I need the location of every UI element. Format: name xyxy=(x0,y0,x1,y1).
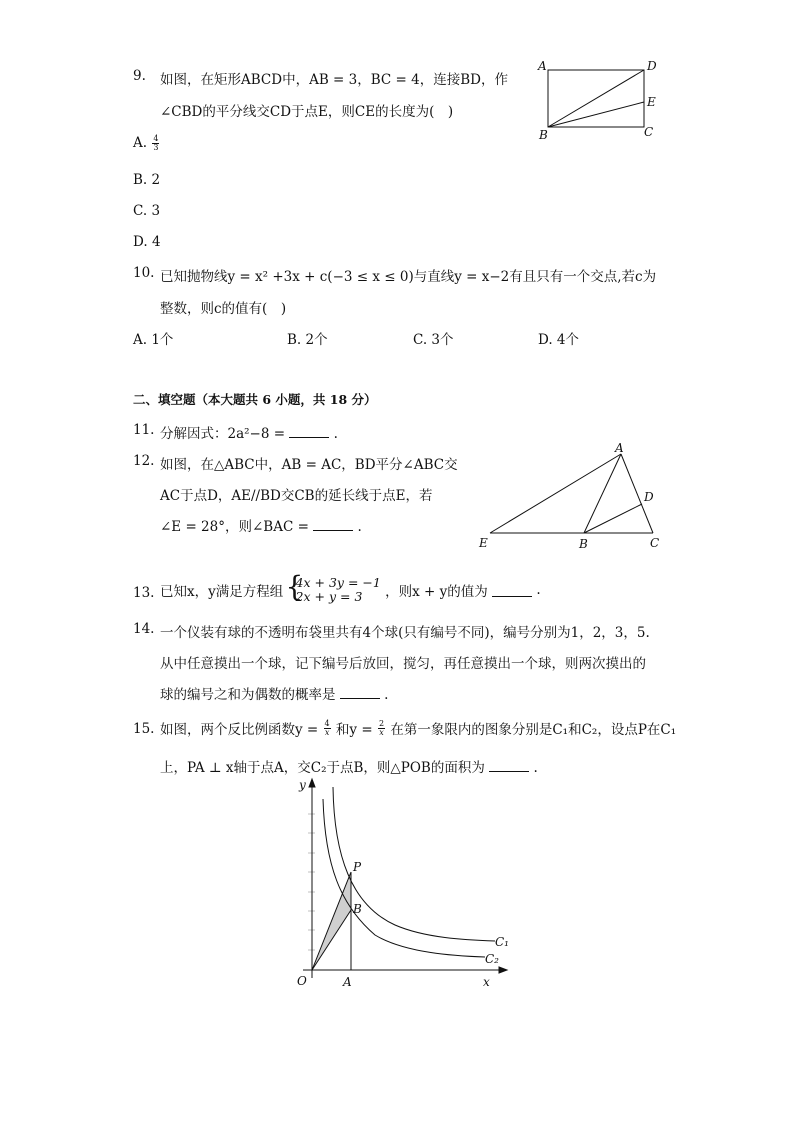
q12-line2: AC于点D，AE//BD交CB的延长线于点E，若 xyxy=(160,488,433,504)
q13-end: . xyxy=(536,582,541,598)
q9-label-c: C xyxy=(644,125,654,139)
q14-line3-prefix: 球的编号之和为偶数的概率是 xyxy=(160,687,336,703)
q15-x-axis-arrow xyxy=(499,967,507,973)
q9-option-a-letter: A. xyxy=(133,135,148,151)
q9-option-c-text: 3 xyxy=(151,203,161,219)
q12-label-a: A xyxy=(615,441,624,455)
q11-suffix: . xyxy=(333,426,338,442)
q15-label-y: y xyxy=(299,778,306,792)
q13-eq1: { 4x + 3y = −1 xyxy=(295,575,381,590)
q13-suffix: ，则x + y的值为 xyxy=(385,584,488,600)
q13-number: 13. xyxy=(133,585,155,601)
q9-label-b: B xyxy=(539,128,548,142)
q15-label-b: B xyxy=(353,902,362,916)
q15-label-p: P xyxy=(353,860,362,874)
q12-label-d: D xyxy=(644,490,654,504)
q15-label-c2: C₂ xyxy=(485,952,499,966)
q9-option-a-den: 3 xyxy=(153,143,159,152)
q15-line2-suffix: . xyxy=(533,760,538,776)
q12-label-c: C xyxy=(650,536,660,550)
q12-line1: 如图，在△ABC中，AB = AC，BD平分∠ABC交 xyxy=(160,457,458,473)
q12-line-bd xyxy=(584,504,642,533)
section2-heading: 二、填空题（本大题共 6 小题，共 18 分） xyxy=(133,392,377,407)
q12-label-b: B xyxy=(579,537,588,551)
q10-line1: 已知抛物线y = x² +3x + c(−3 ≤ x ≤ 0)与直线y = x−2有且只有一个交点,若c为 xyxy=(160,269,657,285)
q11-text xyxy=(160,422,338,442)
q12-line3-suffix: . xyxy=(357,519,362,535)
q10-option-c: C. 3个 xyxy=(413,332,454,348)
q15-number: 15. xyxy=(133,721,155,737)
q9-option-c xyxy=(133,203,160,219)
q12-number: 12. xyxy=(133,453,155,469)
q14-line1: 一个仪装有球的不透明布袋里共有4个球(只有编号不同)，编号分别为1，2，3，5. xyxy=(160,625,650,641)
q11-number: 11. xyxy=(133,422,155,438)
q9-option-c-letter: C. xyxy=(133,203,148,219)
q14-number: 14. xyxy=(133,621,155,637)
q9-option-d xyxy=(133,234,161,250)
q15-line2-prefix: 上，PA ⊥ x轴于点A，交C₂于点B，则△POB的面积为 xyxy=(160,760,485,776)
q10-option-b: B. 2个 xyxy=(287,332,328,348)
q15-fraction-1 xyxy=(324,720,331,737)
q15-line1-a: 如图，两个反比例函数y = xyxy=(160,722,319,738)
q13-answer-blank[interactable] xyxy=(492,584,532,597)
q10-option-d: D. 4个 xyxy=(538,332,580,348)
q9-option-d-text: 4 xyxy=(151,234,161,250)
q9-diagonal-bd xyxy=(548,70,644,127)
q9-label-e: E xyxy=(647,95,656,109)
q9-option-a-num: 4 xyxy=(153,134,159,143)
q11-answer-blank[interactable] xyxy=(289,425,329,438)
q15-label-c1: C₁ xyxy=(495,935,509,949)
q9-option-b-text: 2 xyxy=(151,172,161,188)
q9-option-b-letter: B. xyxy=(133,172,148,188)
q15-label-a: A xyxy=(343,975,352,989)
q9-bisector-be xyxy=(548,102,644,127)
q12-answer-blank[interactable] xyxy=(313,518,353,531)
q15-y-axis-arrow xyxy=(309,779,315,787)
q12-line3 xyxy=(160,515,362,535)
q15-frac2-den: x xyxy=(379,727,384,737)
q13-prefix: 已知x，y满足方程组 xyxy=(160,584,284,600)
q10-line2: 整数，则c的值有( ) xyxy=(160,301,287,317)
q15-segment-op xyxy=(312,872,351,970)
q9-line1: 如图，在矩形ABCD中，AB = 3，BC = 4，连接BD，作 xyxy=(160,72,508,88)
q13-text xyxy=(160,576,541,604)
q9-option-d-letter: D. xyxy=(133,234,148,250)
q9-option-b xyxy=(133,172,160,188)
q9-rectangle-figure xyxy=(530,55,670,145)
q15-label-x: x xyxy=(483,975,490,989)
q9-number: 9. xyxy=(133,68,146,84)
q12-triangle-figure xyxy=(470,438,670,556)
q15-line2 xyxy=(160,756,538,776)
q9-option-a xyxy=(133,135,160,152)
q13-eq2: 2x + y = 3 xyxy=(295,589,363,604)
q15-segment-ob xyxy=(312,910,351,970)
q15-curve-c2 xyxy=(323,799,485,957)
q15-frac2-num: 2 xyxy=(378,718,385,728)
q9-label-a: A xyxy=(538,59,547,73)
q15-line1 xyxy=(160,718,676,738)
q15-fraction-2 xyxy=(378,720,385,737)
q14-line2: 从中任意摸出一个球，记下编号后放回，搅匀，再任意摸出一个球，则两次摸出的 xyxy=(160,656,646,672)
q15-label-o: O xyxy=(297,974,307,988)
q13-equation-system xyxy=(288,576,381,604)
q12-line3-prefix: ∠E = 28°，则∠BAC = xyxy=(160,519,309,535)
q9-label-d: D xyxy=(647,59,657,73)
q14-answer-blank[interactable] xyxy=(340,686,380,699)
q10-option-a: A. 1个 xyxy=(133,332,174,348)
q15-frac1-den: x xyxy=(324,727,330,737)
q10-number: 10. xyxy=(133,265,155,281)
q15-line1-c: 在第一象限内的图象分别是C₁和C₂，设点P在C₁ xyxy=(390,722,677,738)
q9-line2: ∠CBD的平分线交CD于点E，则CE的长度为( ) xyxy=(160,104,454,120)
q12-label-e: E xyxy=(479,536,488,550)
q14-line3-suffix: . xyxy=(384,687,389,703)
q11-prefix: 分解因式：2a²−8 = xyxy=(160,426,286,442)
q12-line-ab xyxy=(584,454,621,533)
q9-option-a-fraction xyxy=(152,135,159,152)
q14-line3 xyxy=(160,683,388,703)
q15-hyperbola-figure xyxy=(285,775,515,995)
q15-line1-b: 和y = xyxy=(335,722,373,738)
q12-line-ea xyxy=(490,454,621,533)
q15-answer-blank[interactable] xyxy=(489,759,529,772)
q15-frac1-num: 4 xyxy=(324,718,330,728)
